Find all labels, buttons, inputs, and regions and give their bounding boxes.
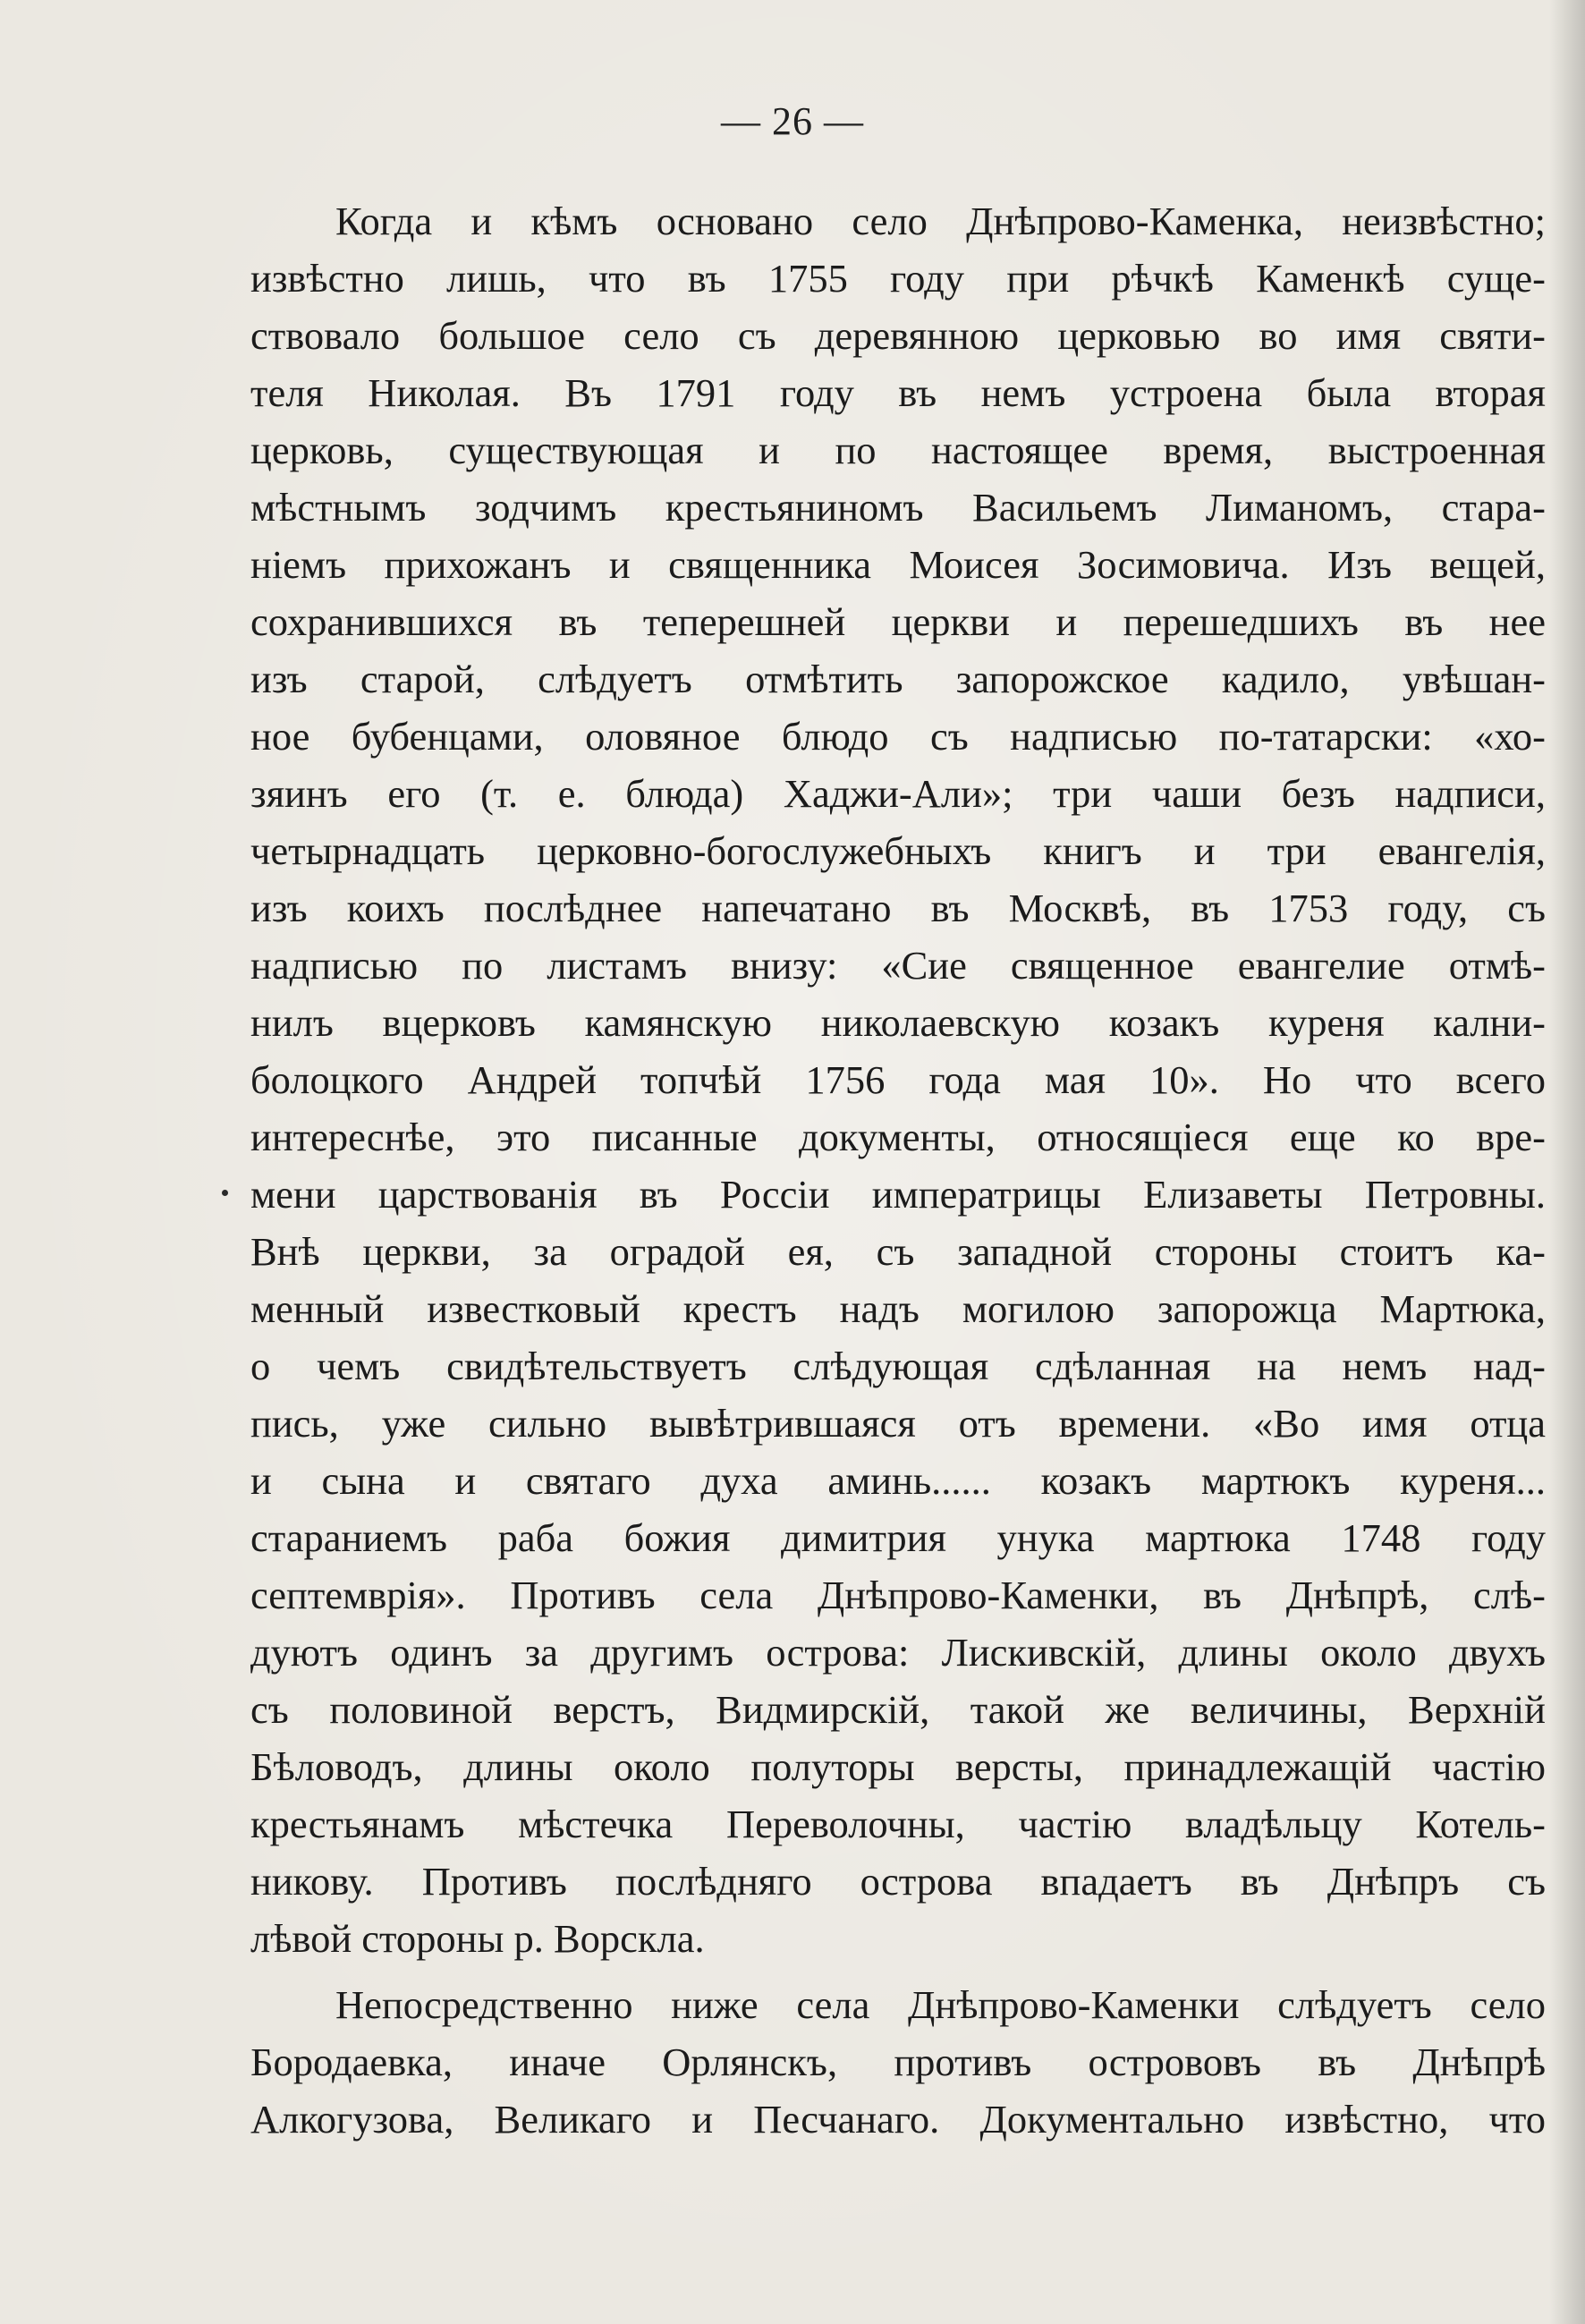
text-line: надписью по листамъ внизу: «Сие священное евангелие отмѣ- [250,943,1546,988]
text-line: изъ старой, слѣдуетъ отмѣтить запорожское кадило, увѣшан- [250,657,1546,701]
text-line: Алкогузова, Великаго и Песчанаго. Документально извѣстно, что [250,2097,1546,2142]
text-line: септемврія». Противъ села Днѣпрово-Каменки, въ Днѣпрѣ, слѣ- [250,1573,1546,1617]
text-line: сохранившихся въ теперешней церкви и перешедшихъ въ нее [250,599,1546,644]
text-line: лѣвой стороны р. Ворскла. [250,1916,705,1961]
text-line: и сына и святаго духа аминь...... козакъ мартюкъ куреня... [250,1458,1546,1503]
text-line: интереснѣе, это писанные документы, относящіеся еще ко вре- [250,1115,1546,1159]
text-line: ное бубенцами, оловяное блюдо съ надписью по-татарски: «хо- [250,714,1546,759]
text-line: Когда и кѣмъ основано село Днѣпрово-Каменка, неизвѣстно; [335,199,1546,243]
text-line: менный известковый крестъ надъ могилою запорожца Мартюка, [250,1286,1546,1331]
margin-dot-mark [222,1190,228,1196]
text-line: дуютъ одинъ за другимъ острова: Лискивскій, длины около двухъ [250,1630,1546,1675]
text-line: извѣстно лишь, что въ 1755 году при рѣчкѣ Каменкѣ суще- [250,256,1546,301]
page-edge-shadow [1549,0,1585,2324]
text-line: пись, уже сильно вывѣтрившаяся отъ времени. «Во имя отца [250,1401,1546,1446]
text-line: мени царствованія въ Россіи императрицы Елизаветы Петровны. [250,1172,1546,1217]
text-line: крестьянамъ мѣстечка Переволочны, частію владѣльцу Котель- [250,1802,1546,1846]
text-line: четырнадцать церковно-богослужебныхъ книгъ и три евангелія, [250,828,1546,873]
text-line: о чемъ свидѣтельствуетъ слѣдующая сдѣланная на немъ над- [250,1344,1546,1388]
text-line: болоцкого Андрей топчѣй 1756 года мая 10». Но что всего [250,1057,1546,1102]
body-text [250,192,1546,2148]
text-line: мѣстнымъ зодчимъ крестьяниномъ Васильемъ Лиманомъ, стара- [250,485,1546,530]
text-line: Непосредственно ниже села Днѣпрово-Каменки слѣдуетъ село [335,1982,1546,2027]
text-line: стараниемъ раба божия димитрия унука мартюка 1748 году [250,1515,1546,1560]
text-line: ніемъ прихожанъ и священника Моисея Зосимовича. Изъ вещей, [250,542,1546,587]
text-line: никову. Противъ послѣдняго острова впадаетъ въ Днѣпръ съ [250,1859,1546,1904]
text-line: Бѣловодъ, длины около полуторы версты, принадлежащій частію [250,1744,1546,1789]
page-number: — 26 — [721,99,864,143]
paragraph-1 [250,192,1546,1967]
text-line: теля Николая. Въ 1791 году въ немъ устроена была вторая [250,370,1546,415]
text-line: церковь, существующая и по настоящее время, выстроенная [250,428,1546,472]
text-line: Бородаевка, иначе Орлянскъ, противъ острововъ въ Днѣпрѣ [250,2040,1546,2084]
text-line: нилъ вцерковъ камянскую николаевскую козакъ куреня кални- [250,1000,1546,1045]
text-line: ствовало большое село съ деревянною церковью во имя святи- [250,313,1546,358]
text-line: изъ коихъ послѣднее напечатано въ Москвѣ, въ 1753 году, съ [250,886,1546,930]
text-line: съ половиной верстъ, Видмирскій, такой же величины, Верхній [250,1687,1546,1732]
paragraph-2 [250,1976,1546,2148]
text-line: Внѣ церкви, за оградой ея, съ западной стороны стоитъ ка- [250,1229,1546,1274]
text-line: зяинъ его (т. е. блюда) Хаджи-Али»; три чаши безъ надписи, [250,771,1546,816]
